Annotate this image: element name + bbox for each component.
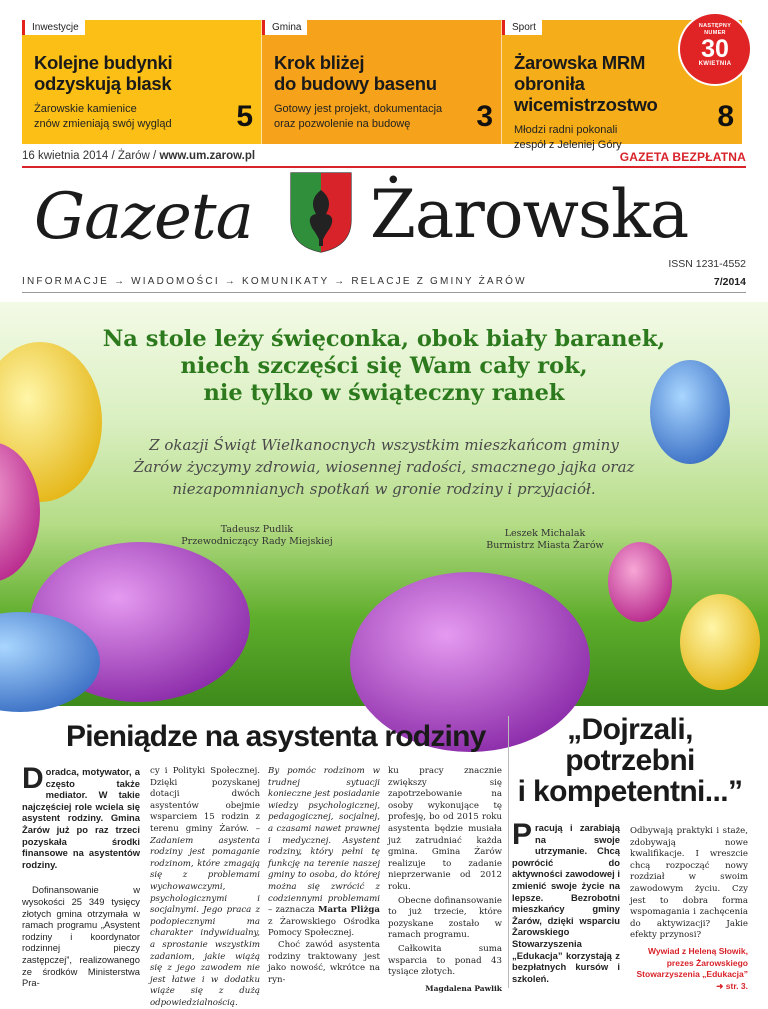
badge-number: 30 xyxy=(701,35,729,63)
teaser-category: Gmina xyxy=(262,20,307,35)
teaser-description: Gotowy jest projekt, dokumentacja oraz pozwolenie na budowę xyxy=(274,103,443,130)
article-author: Magdalena Pawlik xyxy=(425,983,502,993)
issn-number: ISSN 1231-4552 xyxy=(668,258,746,270)
column-divider xyxy=(508,716,509,988)
teaser-page-number: 5 xyxy=(236,100,253,133)
teaser-description: Żarowskie kamienice znów zmieniają swój wygląd xyxy=(34,103,172,130)
article-column: ku pracy znacznie zwiększy się zapotrzebowanie na osoby wykonujące tę profesję, bo od 2015 roku asystenta będzie musiała już zatrudniać każda gmina. Gmina Żarów realizuje to zadanie nieprzerwanie od 2012 roku. Obecne dofinansowanie to już trzecie, które pozyskane zostało w ramach programu. Całkowita suma wsparcia to ponad 43 tysiące złotych. Magdalena Pawlik xyxy=(388,766,502,993)
pink-egg-icon xyxy=(608,542,672,622)
teaser-title: Żarowska MRM obroniła wicemistrzostwo xyxy=(514,52,658,115)
teaser-gmina[interactable] xyxy=(262,20,502,144)
next-issue-badge xyxy=(680,14,750,84)
article-headline[interactable]: „Dojrzali, potrzebni i kompetentni...” xyxy=(517,713,743,808)
continued-on-page-link[interactable]: Wywiad z Heleną Słowik, prezes Żarowskiego Stowarzyszenia „Edukacja” ➜ str. 3. xyxy=(636,945,748,991)
masthead-gazeta: Gazeta xyxy=(34,180,253,254)
dateline xyxy=(22,150,255,162)
thin-divider xyxy=(22,292,746,293)
yellow-egg-icon xyxy=(680,594,760,690)
free-newspaper-label: GAZETA BEZPŁATNA xyxy=(619,150,746,164)
article-headline[interactable]: Pieniądze na asystenta rodziny xyxy=(66,720,486,753)
issue-date: 16 kwietnia 2014 / Żarów / xyxy=(22,150,160,162)
article-body: Dofinansowanie w wysokości 25 349 tysięcy złotych gmina otrzymała w ramach programu „Asystent rodziny i koordynator rodzinnej pieczy zastępczej”, realizowanego ze środków Ministerstwa Pra- xyxy=(22,884,140,989)
teaser-title: Krok bliżej do budowy basenu xyxy=(274,52,437,94)
article-column: Odbywają praktyki i staże, zdobywają nowe kwalifikacje. I wreszcie chcą rozpocząć nowy rozdział w swoim zawodowym życiu. Czy jest to dobra forma wspomagania i zachęcenia do aktywizacji? Jakie efekty przynosi? Wywiad z Heleną Słowik, prezes Żarowskiego Stowarzyszenia „Edukacja” ➜ str. 3. xyxy=(630,826,748,991)
drop-cap: P xyxy=(512,818,533,851)
badge-month: KWIETNIA xyxy=(698,61,732,67)
masthead-zarowska: Żarowska xyxy=(370,176,689,253)
teaser-category: Inwestycje xyxy=(22,20,85,35)
drop-cap: D xyxy=(22,762,44,795)
greeting-headline: Na stole leży święconka, obok biały baranek, niech szczęści się Wam cały rok, nie tylko w świąteczny ranek xyxy=(102,326,666,406)
article-column: By pomóc rodzinom w trudnej sytuacji konieczne jest posiadanie wiedzy psychologicznej, pedagogicznej, socjalnej, a czasami nawet prawnej i medycznej. Asystent rodziny, który pełni tę funkcję na terenie naszej gminy to osoba, do której można się zwrócić z codziennymi problemami – zaznacza Marta Pliżga z Żarowskiego Ośrodka Pomocy Społecznej. Choć zawód asystenta rodziny traktowany jest jako nowość, wkrótce na ryn- xyxy=(268,766,381,985)
easter-greeting-image xyxy=(0,302,768,706)
teaser-page-number: 3 xyxy=(476,100,493,133)
badge-top-line: NASTĘPNY NUMER xyxy=(698,23,732,36)
teaser-page-number: 8 xyxy=(717,100,734,133)
website-link[interactable]: www.um.zarow.pl xyxy=(159,150,256,162)
teaser-description: Młodzi radni pokonali zespół z Jeleniej Góry xyxy=(514,124,622,151)
issue-number: 7/2014 xyxy=(713,276,746,288)
coat-of-arms-icon xyxy=(288,170,354,254)
section-tagline: INFORMACJE → WIADOMOŚCI → KOMUNIKATY → RELACJE Z GMINY ŻARÓW xyxy=(22,276,527,287)
article-lead: Pracują i zarabiają na swoje utrzymanie. Chcą powrócić do aktywności zawodowej i zmienić swoje życie na lepsze. Bezrobotni mieszkańcy gminy Żarów, dzięki wsparciu Żarowskiego Stowarzyszenia „Edukacja” korzystają z bezpłatnych kursów i szkoleń. xyxy=(512,818,620,984)
teaser-strip xyxy=(22,20,744,151)
teaser-title: Kolejne budynki odzyskują blask xyxy=(34,52,173,94)
red-divider xyxy=(22,166,746,168)
teaser-category: Sport xyxy=(502,20,542,35)
article-lead: Doradca, motywator, a często także mediator. W takie najczęściej role wciela się asystent rodziny. Gmina Żarów już po raz trzeci pozyskała środki finansowe na asystentów rodziny. Dofinansowanie w wysokości 25 349 tysięcy złotych gmina otrzymała w ramach programu „Asystent rodziny i koordynator rodzinnej pieczy zastępczej”, realizowanego ze środków Ministerstwa Pra- xyxy=(22,762,140,989)
signature-mayor: Leszek Michalak Burmistrz Miasta Żarów xyxy=(486,528,604,551)
article-column: cy i Polityki Społecznej. Dzięki pozyskanej dotacji dwóch asystentów obejmie wsparciem 15 rodzin z terenu gminy Żarów. – Zadaniem asystenta rodziny jest pomaganie rodzinom, które zmagają się z problemami wychowawczymi, psychologicznymi i socjalnymi. Jego praca z podopiecznymi ma charakter indywidualny, a sprostanie wszystkim zadaniom, jakie wiążą się z jego zawodem nie jest łatwe i w dodatku wiąże się z dużą odpowiedzialnością. xyxy=(150,766,260,1008)
signature-council-chairman: Tadeusz Pudlik Przewodniczący Rady Miejskiej xyxy=(181,524,333,547)
greeting-message: Z okazji Świąt Wielkanocnych wszystkim mieszkańcom gminy Żarów życzymy zdrowia, wiosennej radości, smacznego jajka oraz niezapomnianych spotkań w gronie rodziny i przyjaciół. xyxy=(133,436,635,498)
teaser-inwestycje[interactable] xyxy=(22,20,262,144)
